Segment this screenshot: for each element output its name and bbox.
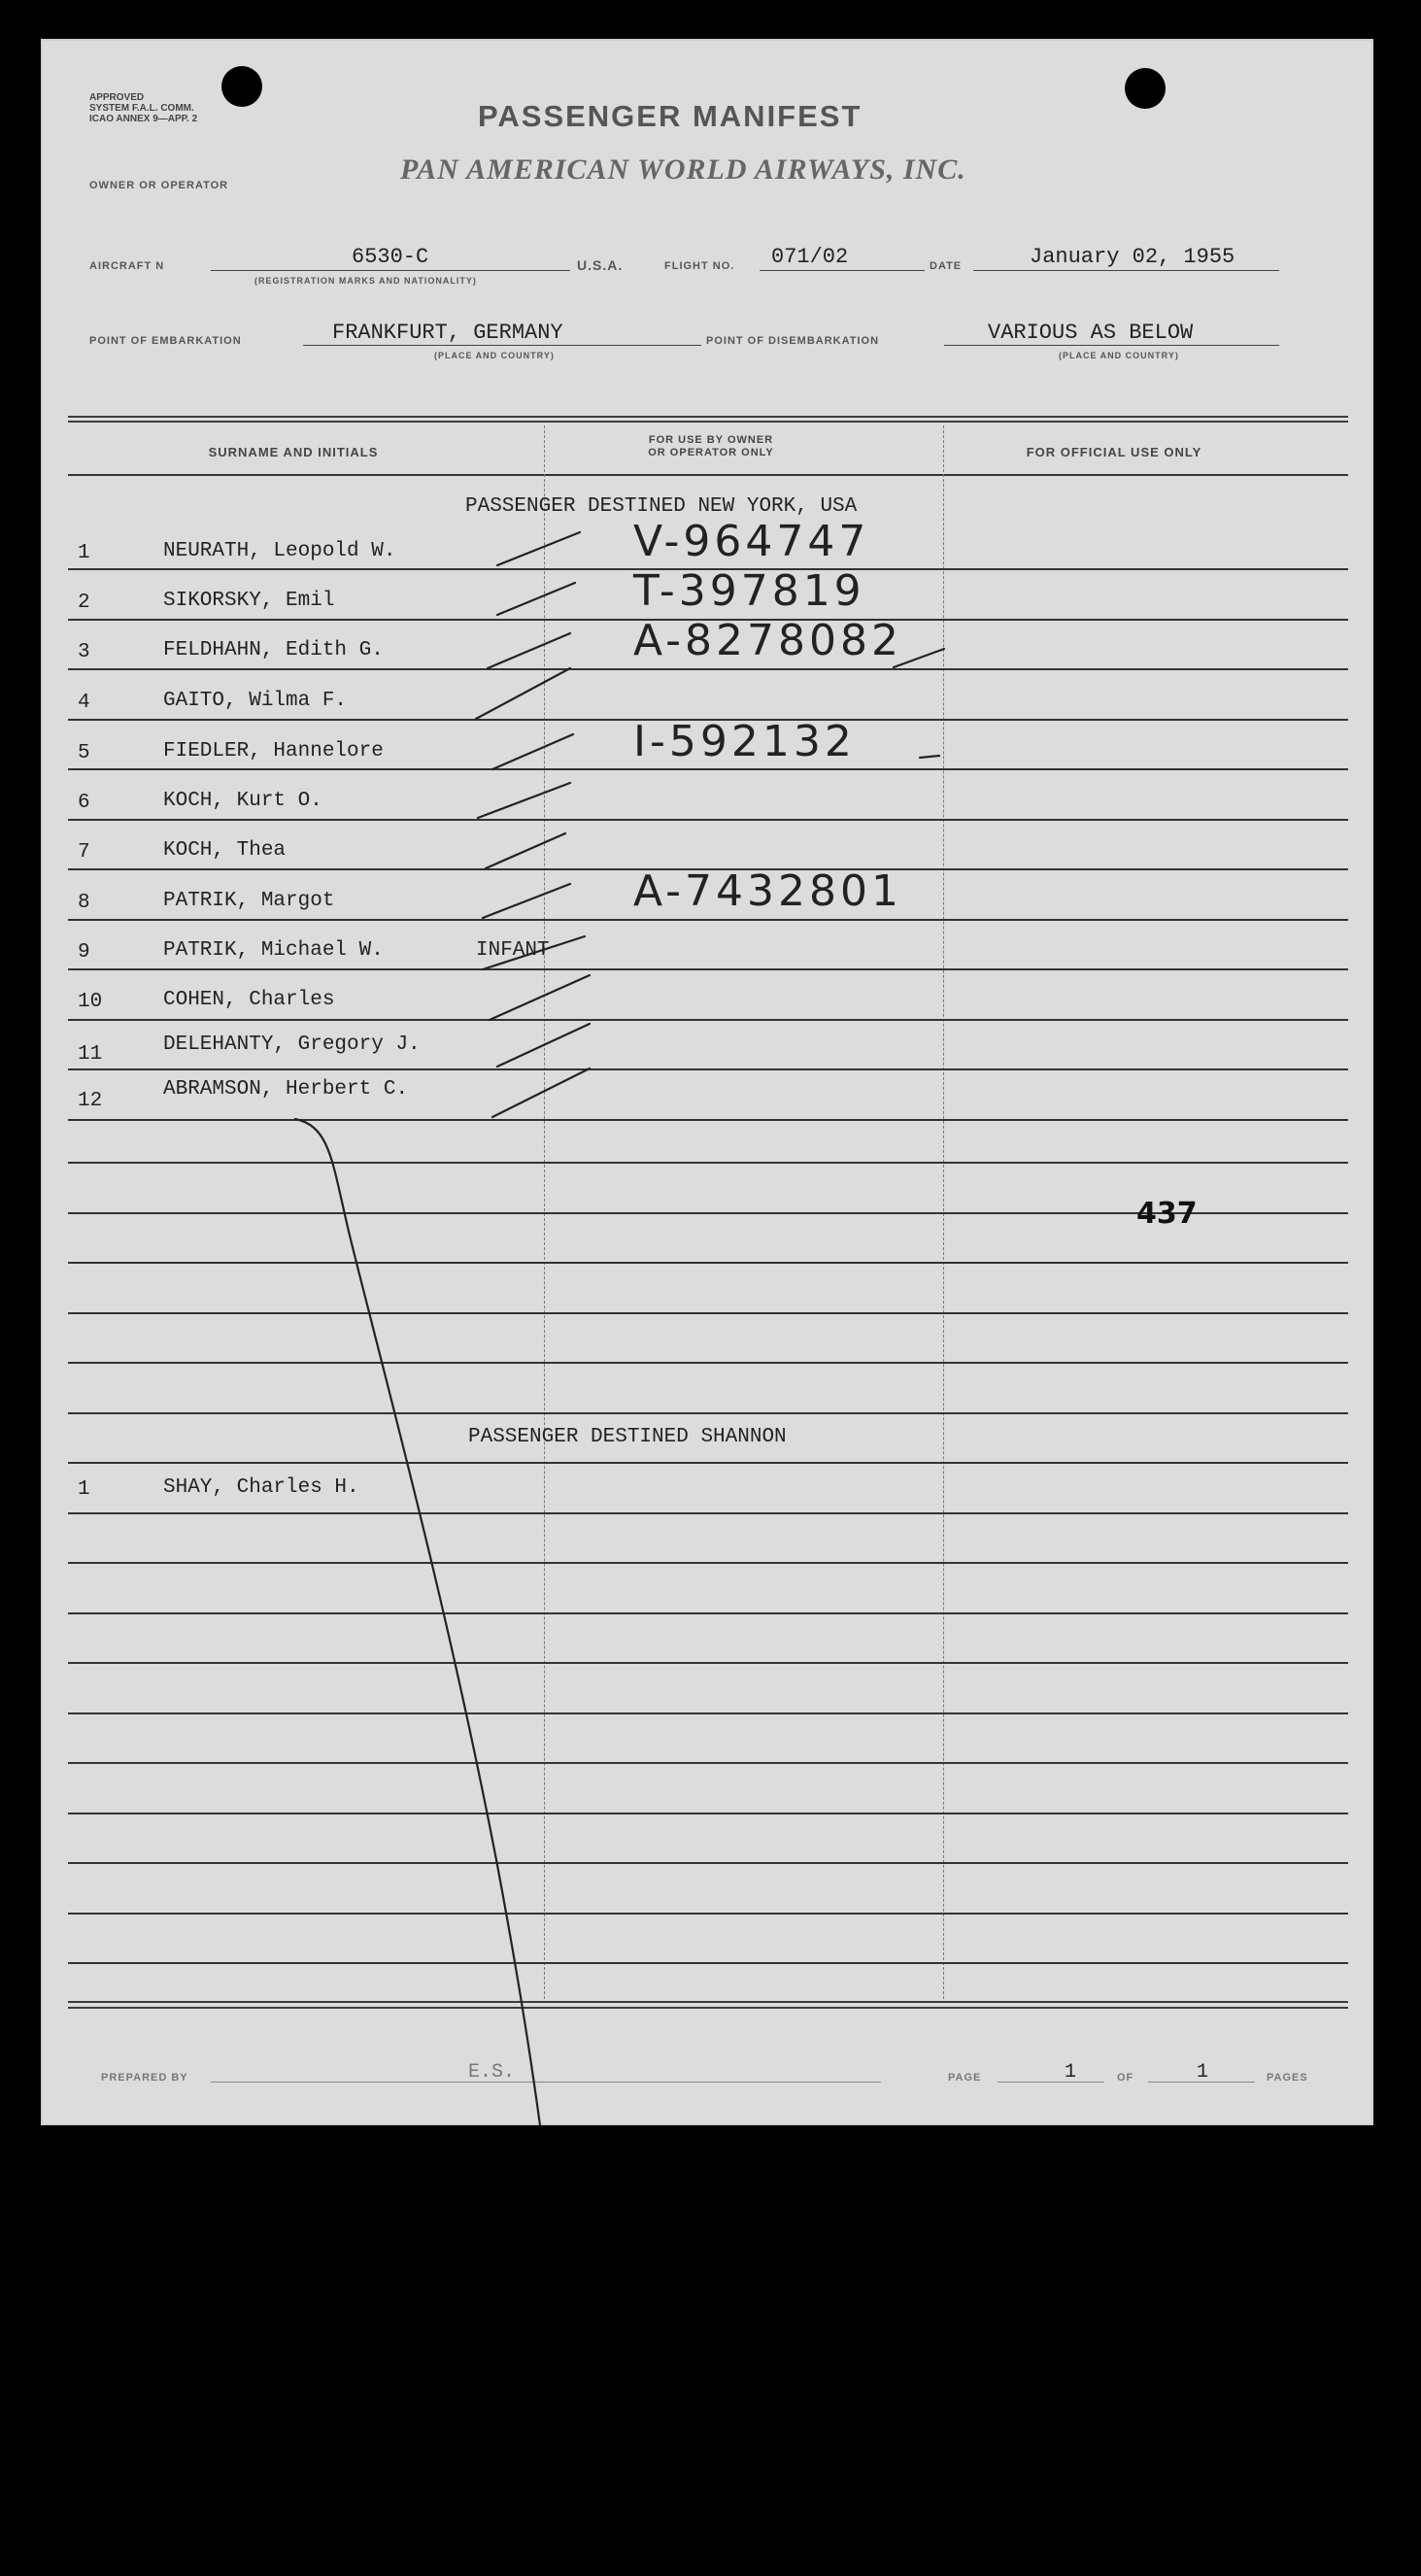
nationality: U.S.A.: [577, 257, 624, 273]
ruled-line: [68, 1462, 1348, 1464]
flight-label: FLIGHT NO.: [664, 260, 735, 272]
approval-line: SYSTEM F.A.L. COMM.: [89, 103, 194, 114]
prepared-label: PREPARED BY: [101, 2072, 188, 2084]
document-number: A-7432801: [633, 866, 902, 916]
passenger-number: 2: [78, 592, 90, 614]
passenger-number: 8: [78, 892, 90, 914]
disembarkation-caption: (PLACE AND COUNTRY): [1059, 351, 1179, 360]
approval-line: ICAO ANNEX 9—APP. 2: [89, 114, 198, 124]
embarkation-label: POINT OF EMBARKATION: [89, 335, 242, 347]
pen-stroke: [295, 1119, 540, 2125]
passenger-number: 4: [78, 692, 90, 714]
passenger-row: [41, 866, 1373, 919]
aircraft-value: 6530-C: [352, 245, 429, 269]
ruled-line: [68, 668, 1348, 670]
header-underline: [68, 474, 1348, 476]
ruled-line: [68, 1262, 1348, 1264]
passenger-name: SIKORSKY, Emil: [163, 590, 335, 612]
passenger-name: FIEDLER, Hannelore: [163, 740, 384, 763]
operator-name: PAN AMERICAN WORLD AIRWAYS, INC.: [400, 153, 966, 186]
of-label: OF: [1117, 2072, 1134, 2084]
ruled-line: [68, 1813, 1348, 1814]
embarkation-value: FRANKFURT, GERMANY: [332, 321, 563, 345]
ruled-line: [68, 1612, 1348, 1614]
column-header-owner-use: [546, 434, 876, 459]
passenger-name: FELDHAHN, Edith G.: [163, 639, 384, 661]
passenger-row: [41, 939, 1373, 968]
registration-stamp: 437: [1136, 1197, 1198, 1231]
ruled-line: [68, 1862, 1348, 1864]
passenger-row: [41, 989, 1373, 1018]
passenger-name: PATRIK, Margot: [163, 890, 335, 912]
header-rule: [68, 421, 1348, 423]
passenger-row: [41, 717, 1373, 769]
group-heading-new-york: PASSENGER DESTINED NEW YORK, USA: [465, 495, 858, 518]
document-number: T-397819: [633, 566, 865, 616]
page-value: 1: [1065, 2061, 1077, 2084]
approval-line: APPROVED: [89, 92, 145, 103]
flight-value: 071/02: [771, 245, 849, 269]
footer-rule: [68, 2001, 1348, 2003]
passenger-number: 1: [78, 1478, 90, 1501]
ruled-line: [68, 919, 1348, 921]
passenger-number: 7: [78, 841, 90, 864]
manifest-sheet: [41, 39, 1373, 2125]
passenger-name: COHEN, Charles: [163, 989, 335, 1011]
passenger-number: 10: [78, 991, 103, 1013]
passenger-number: 12: [78, 1090, 103, 1112]
pages-label: PAGES: [1267, 2072, 1308, 2084]
ruled-line: [68, 1019, 1348, 1021]
passenger-name: ABRAMSON, Herbert C.: [163, 1078, 409, 1101]
passenger-name: NEURATH, Leopold W.: [163, 540, 396, 562]
disembarkation-value: VARIOUS AS BELOW: [988, 321, 1194, 345]
column-header-official: FOR OFFICIAL USE ONLY: [1026, 445, 1202, 459]
passenger-number: 5: [78, 742, 90, 764]
ruled-line: [68, 1362, 1348, 1364]
page-label: PAGE: [948, 2072, 982, 2084]
footer-rule: [68, 2007, 1348, 2009]
punch-hole: [221, 66, 262, 107]
group-heading-shannon: PASSENGER DESTINED SHANNON: [468, 1426, 787, 1448]
ruled-line: [68, 1068, 1348, 1070]
approval-block: [89, 92, 197, 124]
passenger-row: [41, 1034, 1373, 1066]
passenger-row: [41, 1078, 1373, 1112]
passenger-name: DELEHANTY, Gregory J.: [163, 1034, 421, 1056]
ruled-line: [68, 1162, 1348, 1164]
passenger-row: [41, 690, 1373, 719]
header-rule: [68, 416, 1348, 418]
ruled-line: [68, 1762, 1348, 1764]
ruled-line: [68, 1662, 1348, 1664]
passenger-name: KOCH, Thea: [163, 839, 287, 862]
passenger-row: [41, 616, 1373, 668]
aircraft-caption: (REGISTRATION MARKS AND NATIONALITY): [254, 276, 477, 286]
ruled-line: [68, 1512, 1348, 1514]
ruled-line: [68, 968, 1348, 970]
passenger-row: [41, 566, 1373, 619]
ruled-line: [68, 1562, 1348, 1564]
form-title: PASSENGER MANIFEST: [478, 99, 863, 133]
passenger-number: 9: [78, 941, 90, 964]
owner-label: OWNER OR OPERATOR: [89, 180, 229, 191]
aircraft-label: AIRCRAFT N: [89, 260, 165, 272]
passenger-number: 6: [78, 792, 90, 814]
ruled-line: [68, 1412, 1348, 1414]
disembarkation-label: POINT OF DISEMBARKATION: [706, 335, 880, 347]
prepared-value: E.S.: [468, 2061, 516, 2084]
column-header-surname: SURNAME AND INITIALS: [208, 445, 379, 459]
owner-use-line: OR OPERATOR ONLY: [648, 447, 774, 458]
passenger-row: [41, 517, 1373, 569]
passenger-name: PATRIK, Michael W.: [163, 939, 384, 962]
ruled-line: [68, 819, 1348, 821]
date-label: DATE: [930, 260, 963, 272]
owner-use-line: FOR USE BY OWNER: [648, 434, 774, 446]
passenger-number: 3: [78, 641, 90, 663]
passenger-name: GAITO, Wilma F.: [163, 690, 348, 712]
of-value: 1: [1197, 2061, 1209, 2084]
document-number: I-592132: [633, 717, 856, 766]
embarkation-caption: (PLACE AND COUNTRY): [434, 351, 555, 360]
passenger-row: [41, 839, 1373, 868]
passenger-number: 11: [78, 1043, 103, 1066]
passenger-row: [41, 790, 1373, 819]
ruled-line: [68, 1962, 1348, 1964]
infant-note: INFANT: [476, 939, 550, 962]
ruled-line: [68, 1312, 1348, 1314]
passenger-row: [41, 1476, 1373, 1506]
ruled-line: [68, 1712, 1348, 1714]
ruled-line: [68, 1913, 1348, 1915]
passenger-number: 1: [78, 542, 90, 564]
passenger-name: KOCH, Kurt O.: [163, 790, 322, 812]
date-value: January 02, 1955: [1030, 245, 1235, 269]
ruled-line: [68, 1119, 1348, 1121]
passenger-name: SHAY, Charles H.: [163, 1476, 359, 1499]
document-number: A-8278082: [633, 616, 902, 665]
document-number: V-964747: [633, 517, 870, 566]
punch-hole: [1125, 68, 1166, 109]
